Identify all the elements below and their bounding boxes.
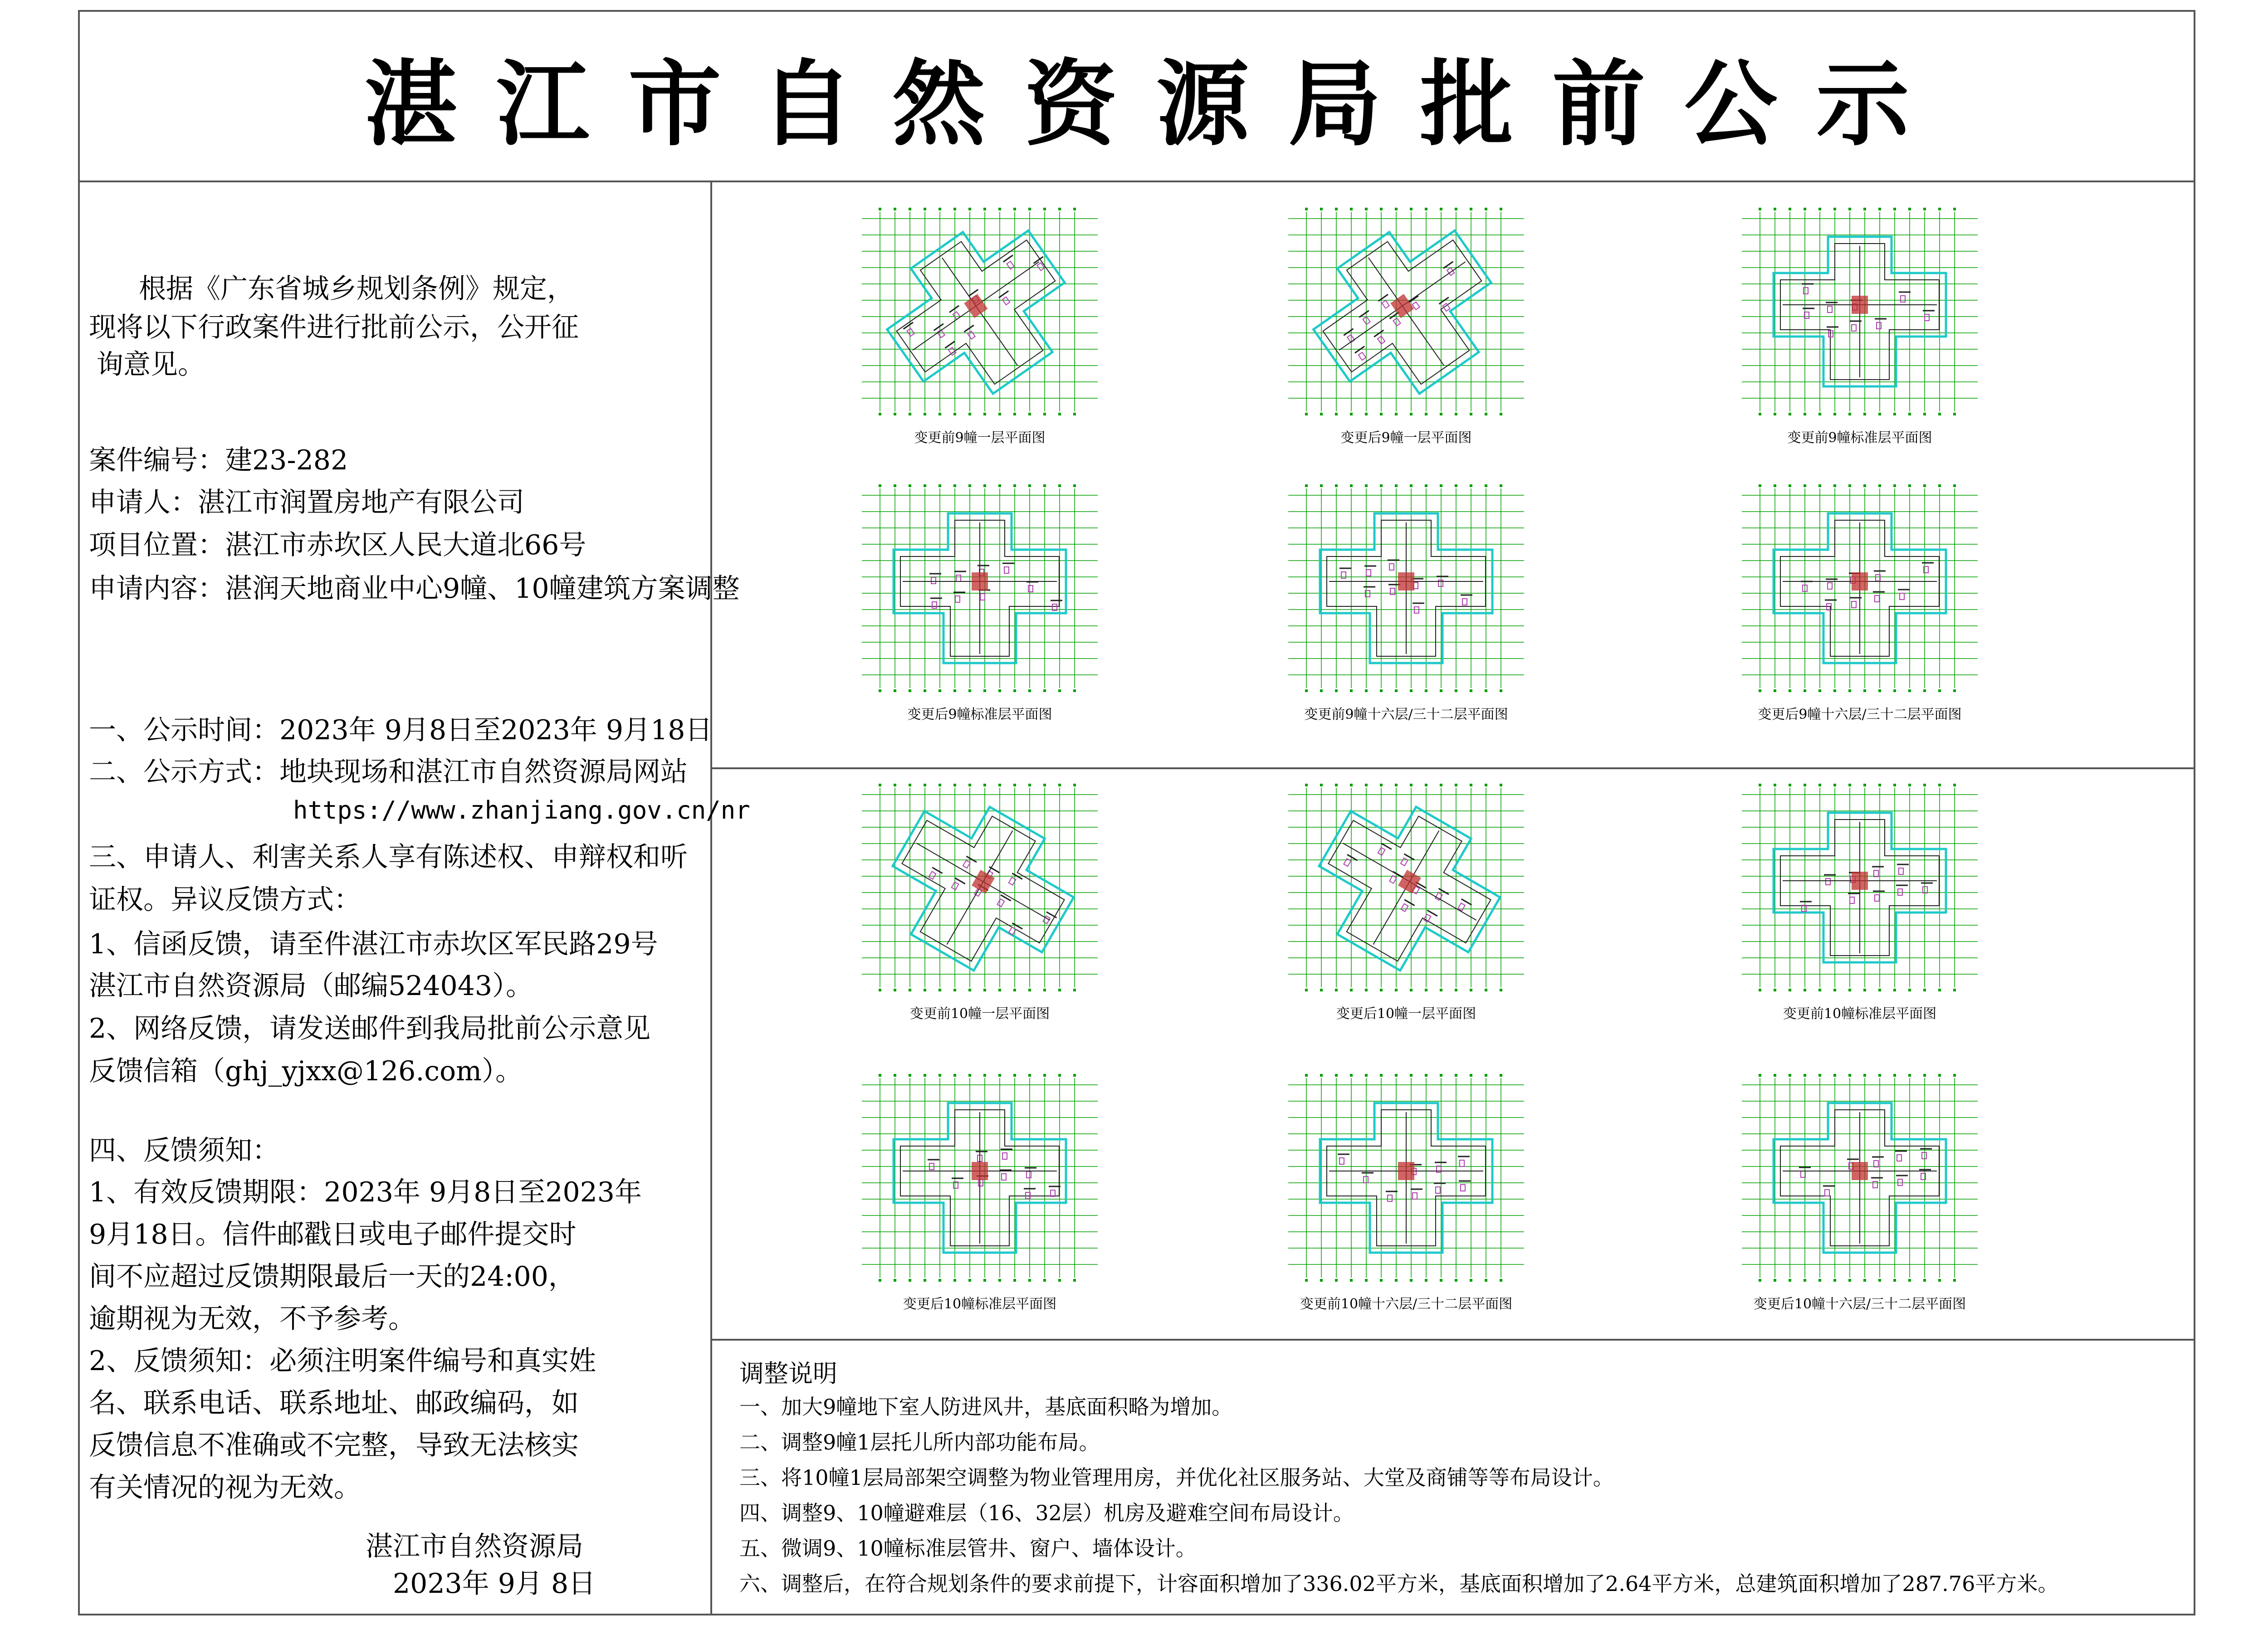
- publicity-period: 一、公示时间：2023年 9月8日至2023年 9月18日: [89, 714, 713, 746]
- notice-1-line-2: 9月18日。信件邮戳日或电子邮件提交时: [89, 1219, 577, 1250]
- floor-plan-caption: 变更后10幢十六层/三十二层平面图: [1753, 1296, 1966, 1312]
- intro-line-1: 根据《广东省城乡规划条例》规定，: [139, 273, 574, 305]
- note-item-4: 四、调整9、10幢避难层（16、32层）机房及避难空间布局设计。: [739, 1501, 1354, 1525]
- publicity-method: 二、公示方式：地块现场和湛江市自然资源局网站: [89, 756, 688, 788]
- notice-text-column: [80, 182, 750, 1614]
- notice-2-line-2: 名、联系电话、联系地址、邮政编码，如: [89, 1387, 579, 1419]
- floor-plan-drawing: [1279, 205, 1533, 418]
- rights-line-1: 三、申请人、利害关系人享有陈述权、申辩权和听: [89, 841, 688, 873]
- floor-plan-6: [1642, 482, 2096, 758]
- floor-plan-8: [1188, 781, 1642, 1058]
- notice-2-line-3: 反馈信息不准确或不完整，导致无法核实: [89, 1430, 579, 1461]
- floor-plan-drawing: [853, 205, 1107, 418]
- floor-plan-drawing: [853, 1071, 1107, 1284]
- floor-plan-drawing: [1733, 781, 1987, 994]
- floor-plan-caption: 变更前10幢一层平面图: [909, 1006, 1050, 1022]
- notice-title: 四、反馈须知：: [89, 1135, 279, 1166]
- website-url: https://www.zhanjiang.gov.cn/nr: [293, 796, 750, 825]
- floor-plan-1: [762, 205, 1216, 482]
- floor-plan-3: [1642, 205, 2096, 482]
- notice-board: [78, 10, 2195, 1615]
- floor-plan-drawing: [853, 482, 1107, 695]
- floor-plan-caption: 变更前10幢十六层/三十二层平面图: [1300, 1296, 1513, 1312]
- floor-plan-drawing: [1733, 1071, 1987, 1284]
- intro-line-3: 询意见。: [96, 349, 205, 381]
- floor-plan-4: [762, 482, 1216, 758]
- note-item-3: 三、将10幢1层局部架空调整为物业管理用房，并优化社区服务站、大堂及商铺等等布局设计。: [739, 1465, 1614, 1490]
- divider-9-10: [712, 767, 2194, 769]
- issue-date: 2023年 9月 8日: [393, 1568, 596, 1600]
- application-content: 申请内容：湛润天地商业中心9幢、10幢建筑方案调整: [89, 573, 740, 605]
- intro-line-2: 现将以下行政案件进行批前公示，公开征: [89, 312, 579, 343]
- applicant: 申请人：湛江市润置房地产有限公司: [89, 487, 524, 518]
- floor-plan-caption: 变更后10幢标准层平面图: [903, 1296, 1057, 1312]
- issuer: 湛江市自然资源局: [366, 1531, 583, 1562]
- floor-plan-11: [1188, 1071, 1642, 1348]
- email-feedback-1: 2、网络反馈，请发送邮件到我局批前公示意见: [89, 1013, 651, 1044]
- floor-plan-drawing: [1733, 482, 1987, 695]
- floor-plan-caption: 变更前9幢标准层平面图: [1787, 430, 1932, 446]
- floor-plan-caption: 变更后9幢十六层/三十二层平面图: [1758, 707, 1962, 722]
- title-row: [80, 12, 2194, 182]
- floor-plan-7: [762, 781, 1216, 1058]
- floor-plan-2: [1188, 205, 1642, 482]
- note-item-2: 二、调整9幢1层托儿所内部功能布局。: [739, 1430, 1100, 1454]
- floor-plan-drawing: [853, 781, 1107, 994]
- notes-title: 调整说明: [739, 1359, 837, 1388]
- floor-plan-drawing: [1279, 781, 1533, 994]
- floor-plan-caption: 变更后9幢标准层平面图: [907, 707, 1052, 722]
- floor-plan-caption: 变更后10幢一层平面图: [1336, 1006, 1476, 1022]
- floor-plan-drawing: [1733, 205, 1987, 418]
- note-item-5: 五、微调9、10幢标准层管井、窗户、墙体设计。: [739, 1536, 1197, 1561]
- floor-plan-drawing: [1279, 1071, 1533, 1284]
- notice-1-line-1: 1、有效反馈期限：2023年 9月8日至2023年: [89, 1176, 642, 1208]
- rights-line-2: 证权。异议反馈方式：: [89, 884, 361, 916]
- floor-plan-caption: 变更后9幢一层平面图: [1340, 430, 1472, 446]
- floor-plan-10: [762, 1071, 1216, 1348]
- notice-2-line-1: 2、反馈须知：必须注明案件编号和真实姓: [89, 1345, 596, 1377]
- floor-plan-drawing: [1279, 482, 1533, 695]
- page-title: 湛江市自然资源局批前公示: [364, 50, 1948, 159]
- note-item-6: 六、调整后，在符合规划条件的要求前提下，计容面积增加了336.02平方米，基底面积增加了2.64平方米，总建筑面积增加了287.76平方米。: [739, 1571, 2059, 1596]
- notice-2-line-4: 有关情况的视为无效。: [89, 1472, 361, 1503]
- letter-feedback-2: 湛江市自然资源局（邮编524043）。: [89, 970, 533, 1002]
- note-item-1: 一、加大9幢地下室人防进风井，基底面积略为增加。: [739, 1395, 1233, 1419]
- floor-plan-caption: 变更前10幢标准层平面图: [1783, 1006, 1937, 1022]
- floor-plan-caption: 变更前9幢一层平面图: [914, 430, 1046, 446]
- letter-feedback-1: 1、信函反馈，请至件湛江市赤坎区军民路29号: [89, 928, 658, 960]
- project-location: 项目位置：湛江市赤坎区人民大道北66号: [89, 529, 587, 561]
- notice-1-line-4: 逾期视为无效，不予参考。: [89, 1303, 415, 1335]
- email-feedback-2: 反馈信箱（ghj_yjxx@126.com）。: [89, 1055, 523, 1087]
- case-number: 案件编号：建23-282: [89, 444, 348, 476]
- drawings-column: [712, 182, 2194, 1614]
- floor-plan-5: [1188, 482, 1642, 758]
- notice-1-line-3: 间不应超过反馈期限最后一天的24:00，: [89, 1261, 576, 1293]
- adjustment-notes: [712, 1341, 2194, 1614]
- floor-plan-12: [1642, 1071, 2096, 1348]
- floor-plan-9: [1642, 781, 2096, 1058]
- floor-plan-caption: 变更前9幢十六层/三十二层平面图: [1304, 707, 1508, 722]
